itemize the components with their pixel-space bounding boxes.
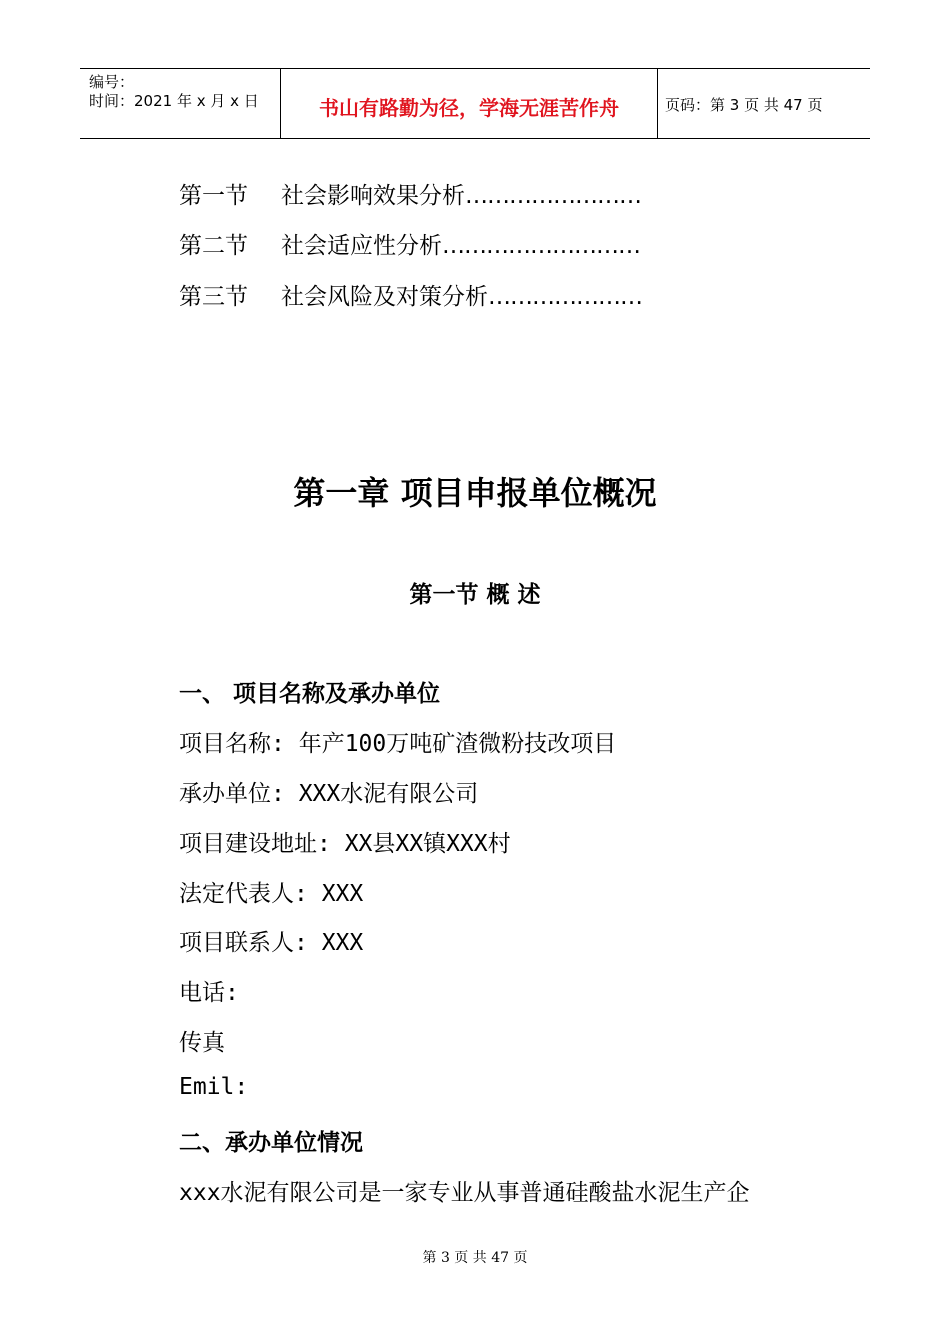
toc-section: 第一节: [179, 183, 248, 209]
header-page-cell: [657, 69, 870, 138]
toc-leader: …………………: [488, 284, 642, 310]
address-line: 项目建设地址: XX县XX镇XXX村: [179, 831, 511, 857]
toc-entry: [179, 227, 640, 260]
page-footer: 第 3 页 共 47 页: [422, 1250, 528, 1266]
toc-entry: [179, 278, 642, 311]
number-label: 编号：: [89, 73, 135, 91]
project-name-line: 项目名称: 年产100万吨矿渣微粉技改项目: [179, 731, 617, 757]
toc-leader: ……………………: [465, 183, 641, 209]
chapter-title: 第一章 项目申报单位概况: [293, 474, 657, 512]
section-title: 第一节 概 述: [409, 582, 541, 608]
header-motto-cell: [280, 69, 658, 138]
toc-leader: ………………………: [442, 233, 640, 259]
page-info: 页码：第 3 页 共 47 页: [665, 96, 823, 114]
undertaker-line: 承办单位: XXX水泥有限公司: [179, 781, 479, 807]
time-label: 时间：2021 年 x 月 x 日: [89, 92, 259, 110]
email-line: Emil:: [179, 1074, 249, 1100]
toc-section: 第三节: [179, 284, 248, 310]
header-meta-cell: [80, 69, 280, 138]
intro-line: xxx水泥有限公司是一家专业从事普通硅酸盐水泥生产企: [179, 1180, 750, 1206]
heading-undertaker-info: 二、承办单位情况: [179, 1130, 363, 1156]
toc-entry: [179, 177, 641, 210]
toc-title: 社会影响效果分析: [281, 183, 465, 209]
toc-title: 社会风险及对策分析: [281, 284, 488, 310]
toc-section: 第二节: [179, 233, 248, 259]
legal-rep-line: 法定代表人: XXX: [179, 881, 364, 907]
motto: 书山有路勤为径，学海无涯苦作舟: [319, 96, 619, 120]
fax-line: 传真: [179, 1030, 225, 1056]
heading-project-name: 一、 项目名称及承办单位: [179, 681, 441, 707]
page-header: [80, 68, 870, 139]
toc-title: 社会适应性分析: [281, 233, 442, 259]
phone-line: 电话:: [179, 980, 239, 1006]
contact-line: 项目联系人: XXX: [179, 930, 364, 956]
